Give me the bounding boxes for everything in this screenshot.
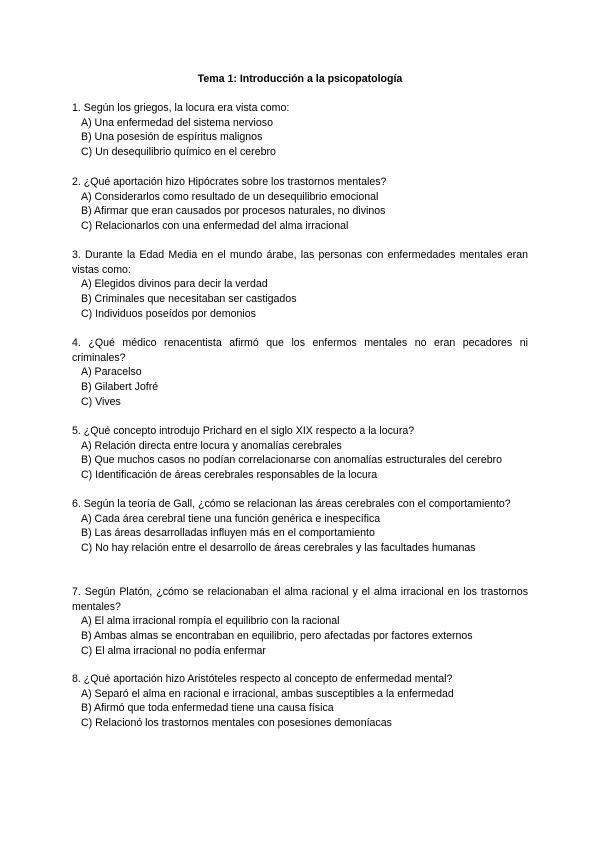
option-a: A) Paracelso (81, 366, 142, 379)
option-c: C) El alma irracional no podía enfermar (81, 644, 266, 657)
question-5 (72, 424, 528, 483)
option-c: C) Individuos poseídos por demonios (81, 307, 256, 320)
question-2 (72, 175, 528, 234)
question-stem: 3. Durante la Edad Media en el mundo árabe, las personas con enfermedades mentales eran vistas como: (72, 249, 528, 276)
option-b: B) Que muchos casos no podían correlacionarse con anomalías estructurales del cerebro (81, 454, 503, 467)
question-stem: 6. Según la teoría de Gall, ¿cómo se relacionan las áreas cerebrales con el comportamiento? (72, 498, 511, 510)
question-6 (72, 497, 528, 556)
question-1 (72, 101, 528, 160)
question-7 (72, 585, 528, 659)
option-c: C) Identificación de áreas cerebrales responsables de la locura (81, 469, 378, 482)
option-c: C) No hay relación entre el desarrollo de áreas cerebrales y las facultades humanas (81, 542, 476, 555)
question-3 (72, 248, 528, 322)
option-b: B) Gilabert Jofré (81, 381, 159, 394)
option-b: B) Una posesión de espíritus malignos (81, 131, 263, 144)
option-a: A) Relación directa entre locura y anomalías cerebrales (81, 439, 342, 452)
question-stem: 8. ¿Qué aportación hizo Aristóteles respecto al concepto de enfermedad mental? (72, 673, 453, 685)
question-8 (72, 672, 528, 731)
option-b: B) Ambas almas se encontraban en equilibrio, pero afectadas por factores externos (81, 630, 473, 643)
question-stem: 7. Según Platón, ¿cómo se relacionaban el alma racional y el alma irracional en los trastornos mentales? (72, 586, 528, 613)
option-b: B) Afirmar que eran causados por procesos naturales, no divinos (81, 205, 386, 218)
option-a: A) Considerarlos como resultado de un desequilibrio emocional (81, 190, 379, 203)
option-a: A) Elegidos divinos para decir la verdad (81, 278, 268, 291)
option-c: C) Vives (81, 395, 121, 408)
option-c: C) Relacionarlos con una enfermedad del alma irracional (81, 220, 349, 233)
option-a: A) Separó el alma en racional e irracional, ambas susceptibles a la enfermedad (81, 687, 454, 700)
option-b: B) Criminales que necesitaban ser castigados (81, 293, 297, 306)
page-title: Tema 1: Introducción a la psicopatología (197, 73, 403, 85)
question-stem: 5. ¿Qué concepto introdujo Prichard en el siglo XIX respecto a la locura? (72, 425, 415, 437)
option-c: C) Relacionó los trastornos mentales con posesiones demoníacas (81, 717, 392, 730)
option-a: A) El alma irracional rompía el equilibrio con la racional (81, 615, 340, 628)
question-stem: 4. ¿Qué médico renacentista afirmó que los enfermos mentales no eran pecadores ni criminales? (72, 337, 528, 364)
question-4 (72, 336, 528, 410)
question-stem: 2. ¿Qué aportación hizo Hipócrates sobre los trastornos mentales? (72, 176, 387, 188)
option-b: B) Las áreas desarrolladas influyen más en el comportamiento (81, 527, 375, 540)
option-a: A) Una enfermedad del sistema nervioso (81, 116, 273, 129)
option-a: A) Cada área cerebral tiene una función genérica e inespecífica (81, 512, 381, 525)
option-b: B) Afirmó que toda enfermedad tiene una causa física (81, 702, 334, 715)
question-stem: 1. Según los griegos, la locura era vista como: (72, 102, 290, 114)
option-c: C) Un desequilibrio químico en el cerebro (81, 146, 276, 159)
